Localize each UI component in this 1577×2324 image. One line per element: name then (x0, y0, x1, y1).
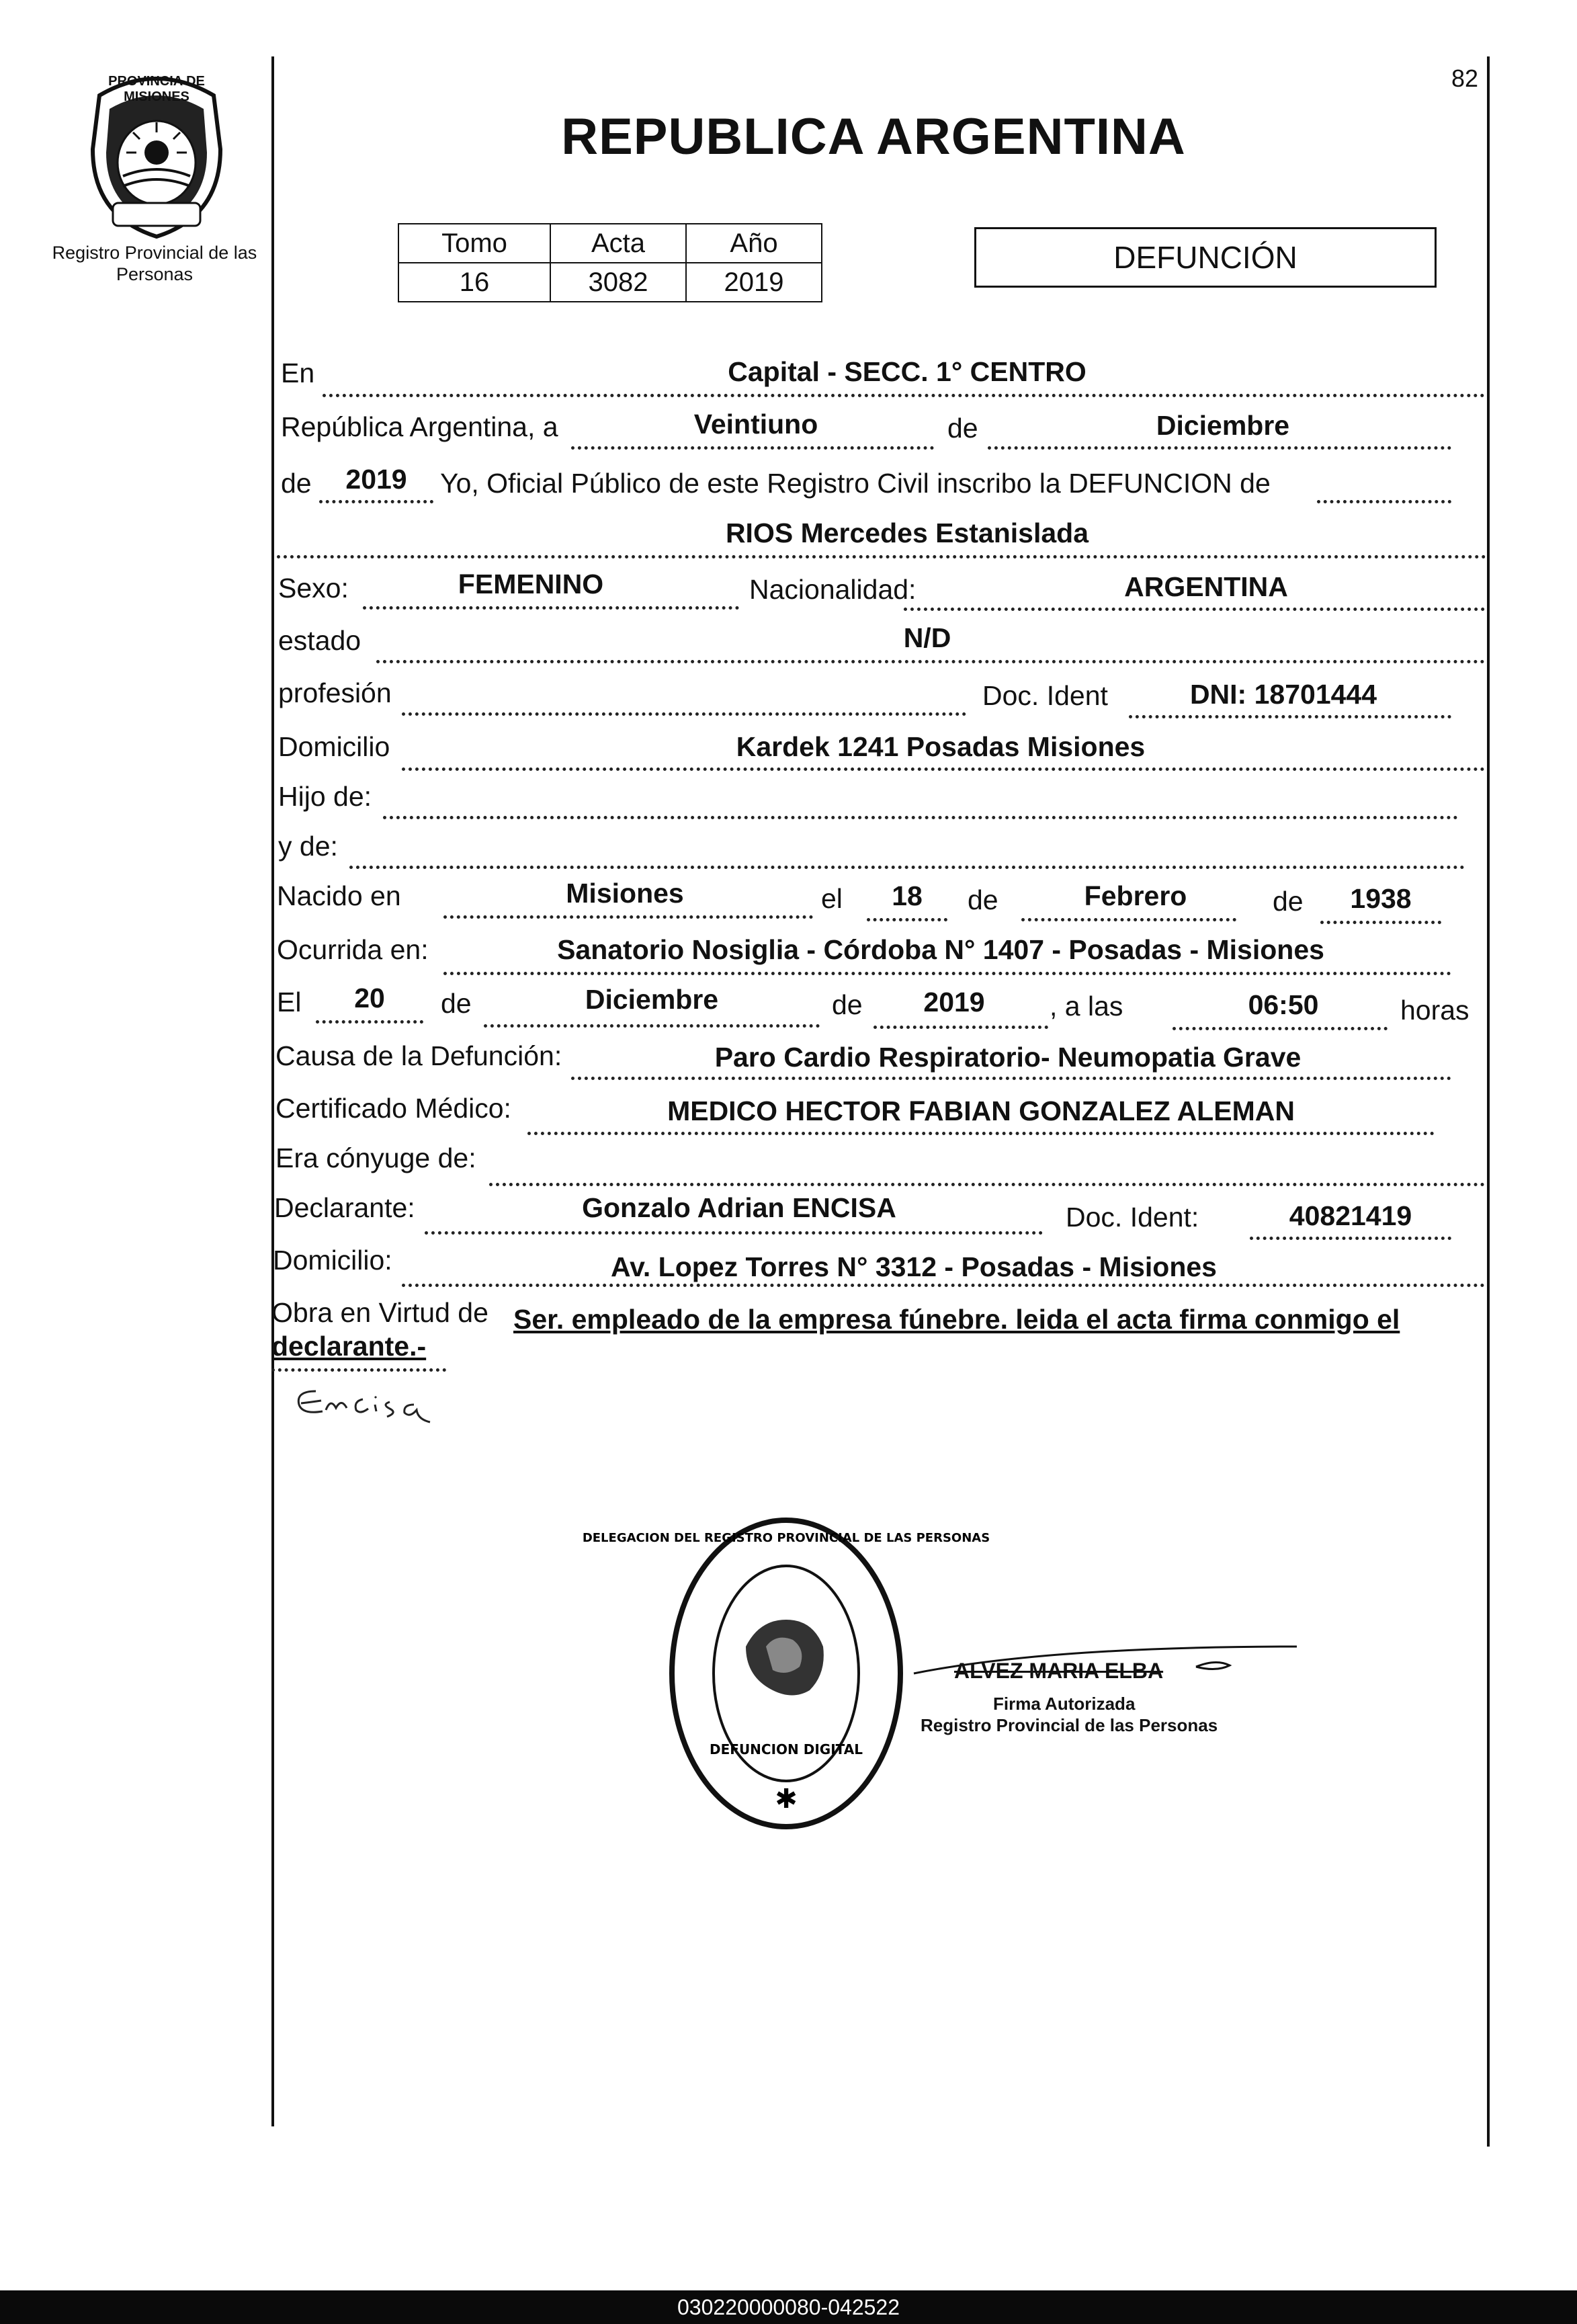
dotted-line (443, 915, 813, 919)
label-nacionalidad: Nacionalidad: (749, 574, 917, 605)
dotted-line (402, 767, 1485, 771)
label-profesion: profesión (278, 677, 392, 708)
field-nacionalidad: ARGENTINA (1124, 571, 1288, 602)
document-type-box: DEFUNCIÓN (974, 227, 1437, 288)
field-anio-nacimiento: 1938 (1350, 883, 1412, 914)
label-de: de (947, 413, 978, 444)
left-margin-rule (271, 56, 274, 2126)
registry-stamp (582, 1512, 990, 1835)
dotted-line (1250, 1237, 1451, 1240)
table-cell-tomo: 16 (398, 263, 550, 302)
dotted-line (323, 394, 1485, 397)
label-conyuge: Era cónyuge de: (275, 1143, 476, 1173)
page-number: 82 (1451, 65, 1479, 92)
field-anio: 2019 (345, 464, 407, 495)
dotted-line (363, 606, 739, 610)
field-hora: 06:50 (1248, 989, 1319, 1020)
field-estado: N/D (903, 622, 951, 653)
field-obra: Ser. empleado de la empresa fúnebre. leida el acta firma conmigo el (513, 1304, 1400, 1335)
label-horas: horas (1400, 995, 1469, 1026)
label-yo-oficial: Yo, Oficial Público de este Registro Civil inscribo la DEFUNCION de (440, 468, 1271, 499)
field-sexo: FEMENINO (458, 569, 604, 599)
dotted-line (1129, 715, 1451, 718)
dotted-line (349, 866, 1465, 869)
field-mes: Diciembre (1156, 410, 1290, 441)
dotted-line (873, 1026, 1048, 1029)
authority-name: ALVEZ MARIA ELBA (954, 1659, 1164, 1683)
label-el-fecha: El (277, 987, 302, 1018)
field-dia-texto: Veintiuno (693, 409, 818, 440)
field-anio-defuncion: 2019 (923, 987, 985, 1018)
table-cell-acta: 3082 (550, 263, 686, 302)
dotted-line (316, 1020, 423, 1024)
label-el: el (821, 883, 843, 914)
province-seal-logo (79, 69, 234, 243)
right-margin-rule (1487, 56, 1490, 2147)
field-mes-nacimiento: Febrero (1084, 880, 1187, 911)
declarant-signature (289, 1378, 450, 1438)
label-domicilio: Domicilio: (273, 1245, 392, 1276)
field-domicilio-declarante: Av. Lopez Torres N° 3312 - Posadas - Misiones (611, 1251, 1217, 1282)
field-causa: Paro Cardio Respiratorio- Neumopatia Grave (714, 1042, 1302, 1073)
label-doc-ident: Doc. Ident (982, 680, 1108, 711)
dotted-line (527, 1132, 1435, 1135)
footer-code-bar: 030220000080-042522 (0, 2290, 1577, 2324)
label-hijo-de: Hijo de: (278, 781, 372, 812)
field-obra-cont: declarante.- (271, 1331, 427, 1362)
dotted-line (402, 712, 966, 716)
authority-title: Firma Autorizada (993, 1694, 1136, 1714)
field-domicilio: Kardek 1241 Posadas Misiones (736, 731, 1146, 762)
field-dia-defuncion: 20 (354, 983, 385, 1013)
label-nacido-en: Nacido en (277, 880, 401, 911)
dotted-line (1021, 918, 1236, 921)
dotted-line (904, 608, 1485, 611)
label-en: En (281, 358, 315, 388)
label-estado: estado (278, 625, 361, 656)
label-declarante: Declarante: (274, 1192, 415, 1223)
dotted-line (271, 1368, 446, 1372)
dotted-line (484, 1024, 820, 1028)
label-a-las: , a las (1050, 991, 1123, 1022)
label-de: de (441, 988, 472, 1019)
stamp-ring-text: DELEGACION DEL REGISTRO PROVINCIAL DE LAS PERSONAS (582, 1531, 990, 1545)
authority-registry: Registro Provincial de las Personas (921, 1715, 1218, 1735)
field-ocurrida: Sanatorio Nosiglia - Córdoba N° 1407 - Posadas - Misiones (557, 934, 1324, 965)
dotted-line (1173, 1027, 1388, 1030)
dotted-line (277, 555, 1486, 558)
table-cell-anio: 2019 (686, 263, 822, 302)
svg-text:✱: ✱ (775, 1784, 798, 1815)
registry-label: Registro Provincial de las Personas (52, 243, 257, 284)
dotted-line (867, 918, 947, 921)
label-republica: República Argentina, a (281, 411, 558, 442)
label-de: de (281, 468, 312, 499)
label-ocurrida-en: Ocurrida en: (277, 934, 429, 965)
field-dia-nacimiento: 18 (892, 880, 923, 911)
label-doc-ident: Doc. Ident: (1066, 1202, 1199, 1233)
dotted-line (1320, 921, 1441, 924)
field-doc-ident: DNI: 18701444 (1189, 679, 1377, 710)
table-header-acta: Acta (550, 224, 686, 263)
seal-top-text: PROVINCIA DE MISIONES (108, 74, 205, 104)
dotted-line (376, 660, 1485, 663)
label-de: de (968, 884, 998, 915)
stamp-inner-text: DEFUNCION DIGITAL (710, 1741, 863, 1757)
label-certificado: Certificado Médico: (275, 1093, 511, 1124)
dotted-line (489, 1183, 1485, 1186)
label-de: de (832, 989, 863, 1020)
page-title: REPUBLICA ARGENTINA (561, 108, 1186, 165)
label-sexo: Sexo: (278, 573, 349, 604)
record-table (398, 223, 822, 302)
table-header-tomo: Tomo (398, 224, 550, 263)
dotted-line (571, 446, 934, 450)
label-de: de (1273, 886, 1304, 917)
dotted-line (443, 972, 1451, 975)
field-lugar-nacimiento: Misiones (566, 878, 684, 909)
dotted-line (383, 816, 1458, 819)
table-header-anio: Año (686, 224, 822, 263)
label-y-de: y de: (278, 831, 338, 862)
dotted-line (425, 1231, 1043, 1235)
dotted-line (402, 1284, 1485, 1287)
field-mes-defuncion: Diciembre (585, 984, 719, 1015)
dotted-line (571, 1077, 1451, 1080)
dotted-line (1317, 500, 1451, 503)
field-nombre: RIOS Mercedes Estanislada (725, 517, 1089, 548)
field-declarante: Gonzalo Adrian ENCISA (582, 1192, 896, 1223)
field-certificado: MEDICO HECTOR FABIAN GONZALEZ ALEMAN (667, 1095, 1295, 1126)
field-lugar: Capital - SECC. 1° CENTRO (728, 356, 1086, 387)
field-doc-ident-declarante: 40821419 (1289, 1200, 1412, 1231)
label-obra: Obra en Virtud de (271, 1297, 488, 1328)
label-causa: Causa de la Defunción: (275, 1040, 562, 1071)
label-domicilio: Domicilio (278, 731, 390, 762)
dotted-line (319, 500, 433, 503)
dotted-line (988, 446, 1451, 450)
